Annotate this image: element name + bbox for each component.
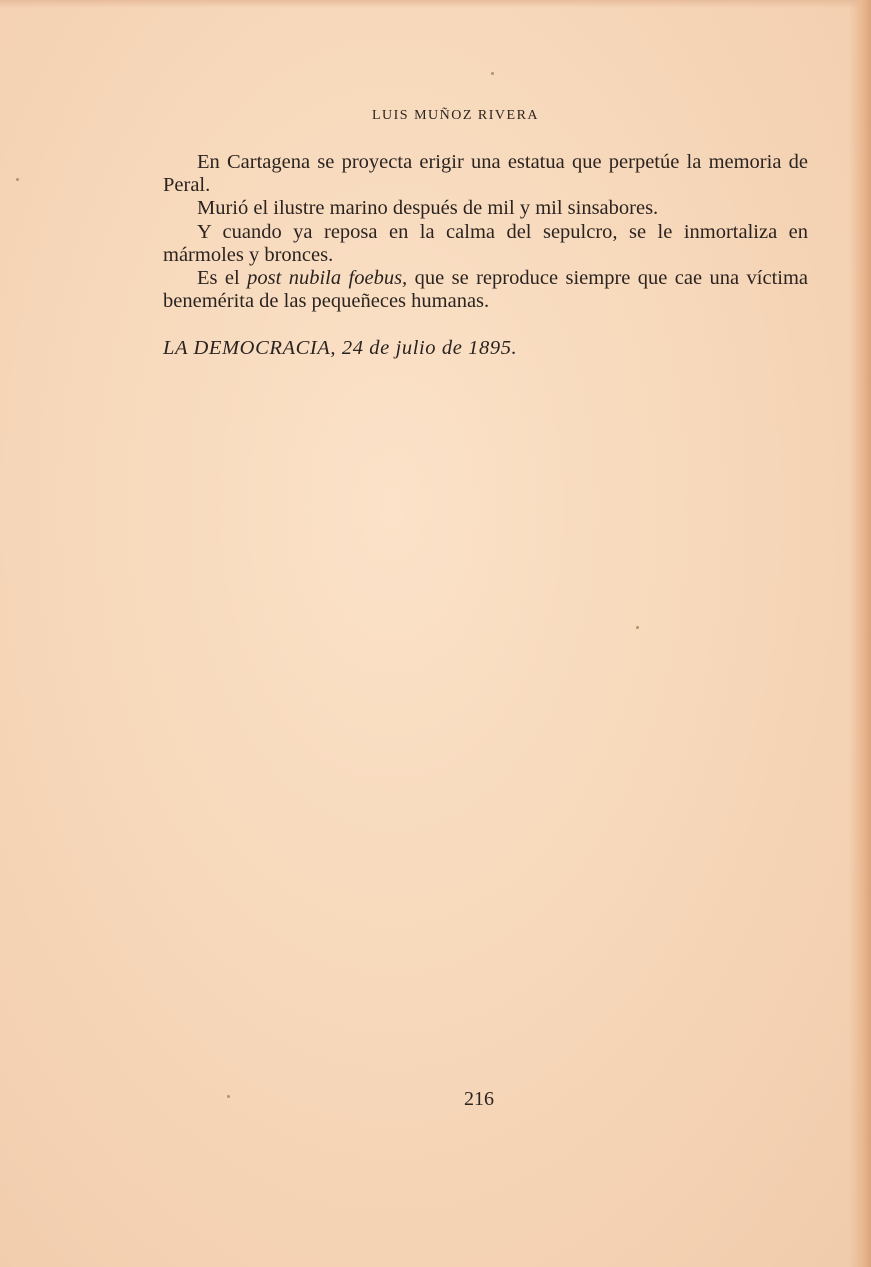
paragraph <box>163 197 808 220</box>
paragraph-text: Y cuando ya reposa en la calma del sepulcro, se le inmortaliza en mármoles y bronces. <box>163 220 808 266</box>
paragraph <box>163 267 808 313</box>
latin-phrase: post nubila foebus, <box>247 267 408 290</box>
running-head: LUIS MUÑOZ RIVERA <box>371 108 540 123</box>
source-citation: LA DEMOCRACIA, 24 de julio de 1895. <box>163 337 518 360</box>
paper-speck <box>636 626 639 629</box>
paper-speck <box>227 1095 230 1098</box>
paper-speck <box>491 72 494 75</box>
paragraph <box>163 151 808 197</box>
page-number: 216 <box>464 1088 494 1110</box>
paper-speck <box>16 178 19 181</box>
paragraph-text: que se reproduce siempre que cae una víctima benemérita de las pequeñeces humanas. <box>163 267 809 313</box>
paragraph-text: Es el <box>197 267 248 290</box>
paragraph <box>163 221 808 267</box>
body-text <box>163 151 808 361</box>
paragraph-text: Murió el ilustre marino después de mil y mil sinsabores. <box>197 197 659 220</box>
page-right-edge <box>849 0 871 1267</box>
page-top-edge <box>0 0 871 8</box>
paragraph-text: En Cartagena se proyecta erigir una estatua que perpetúe la memoria de Peral. <box>163 151 808 197</box>
